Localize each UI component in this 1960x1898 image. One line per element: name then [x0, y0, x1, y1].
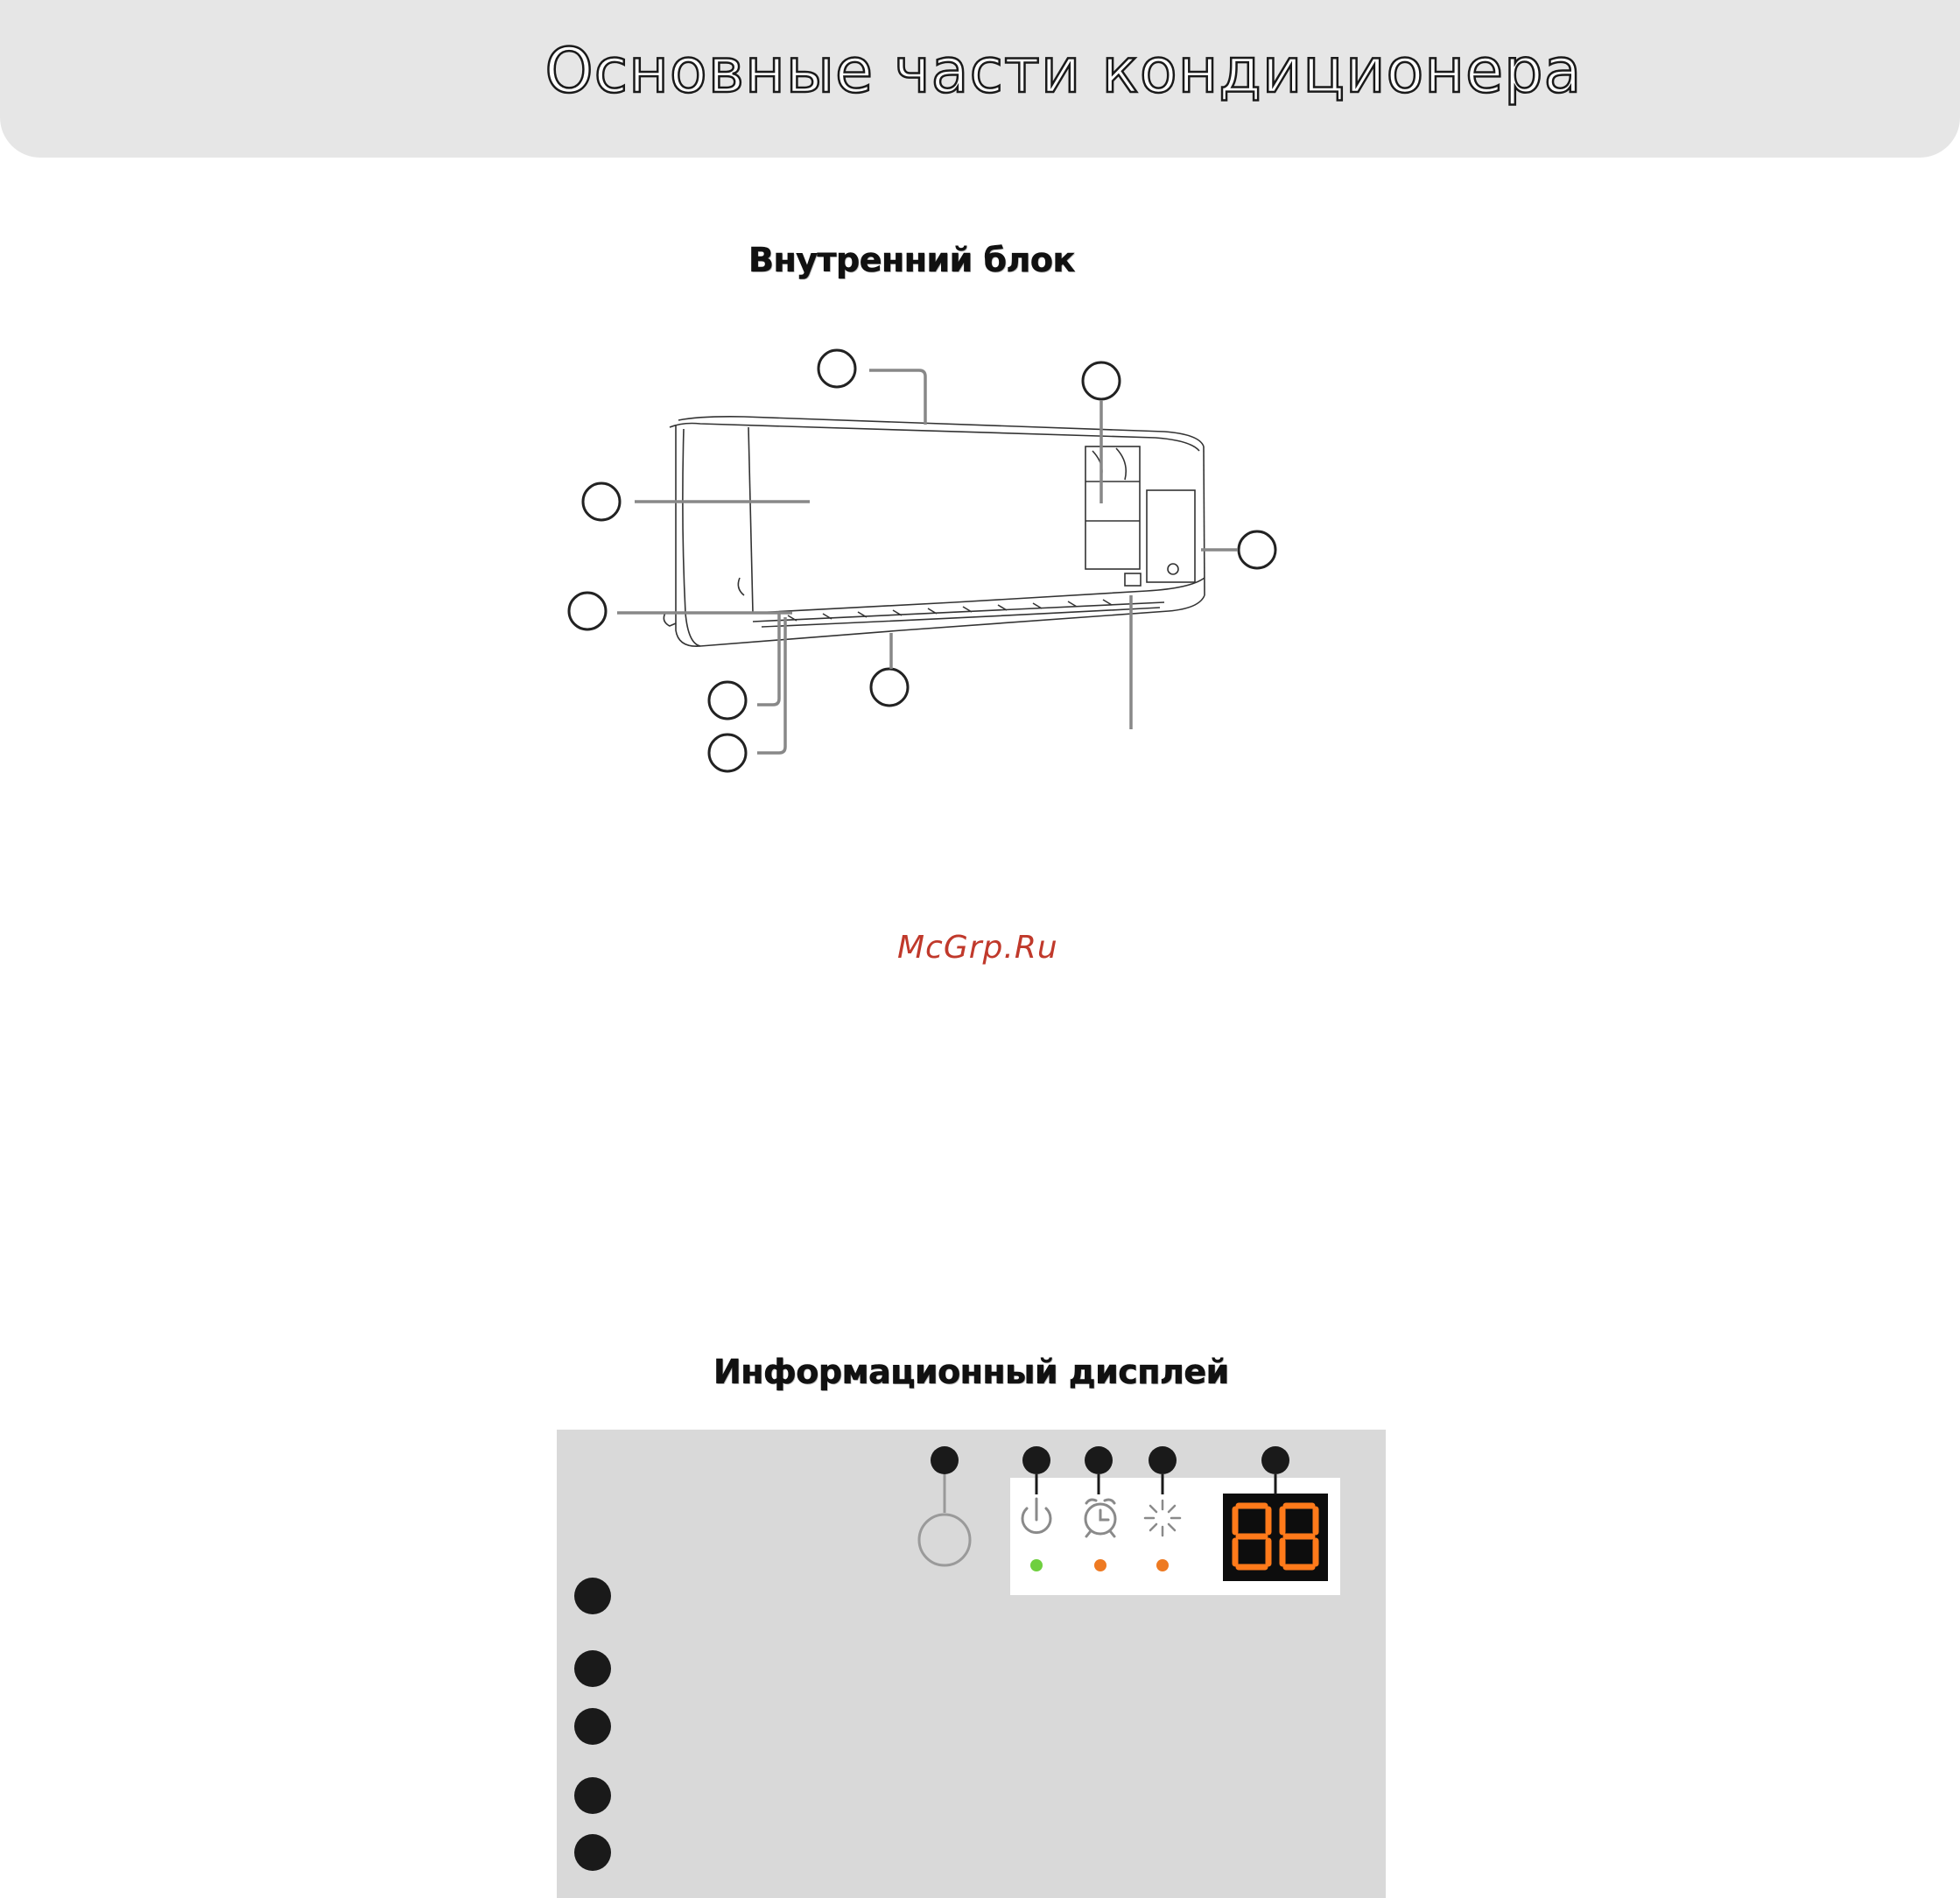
- callout-dot-timer: [1085, 1446, 1113, 1474]
- watermark: McGrp.Ru: [897, 930, 1058, 966]
- display-heading: Информационный дисплей: [713, 1353, 1229, 1391]
- callout-dot-left-4: [574, 1777, 611, 1814]
- callout-dot-left-3: [574, 1708, 611, 1745]
- indoor-unit-heading: Внутренний блок: [748, 241, 1075, 279]
- callout-dot-left-1: [574, 1578, 611, 1614]
- alarm-clock-icon: [1085, 1500, 1115, 1536]
- callout-dot-sensor: [931, 1446, 959, 1474]
- ir-receiver: [919, 1515, 970, 1565]
- callout-dot-left-2: [574, 1650, 611, 1687]
- timer-led: [1094, 1559, 1106, 1571]
- page-title: Основные части кондиционера: [544, 35, 1583, 107]
- power-icon: [1022, 1499, 1050, 1533]
- callout-dot-defrost: [1149, 1446, 1177, 1474]
- callout-dot-left-5: [574, 1834, 611, 1871]
- callout-dot-display: [1261, 1446, 1289, 1474]
- power-led: [1030, 1559, 1043, 1571]
- defrost-icon: [1145, 1501, 1180, 1536]
- defrost-led: [1156, 1559, 1169, 1571]
- callout-dot-power: [1022, 1446, 1050, 1474]
- segment-digits: [1235, 1506, 1316, 1567]
